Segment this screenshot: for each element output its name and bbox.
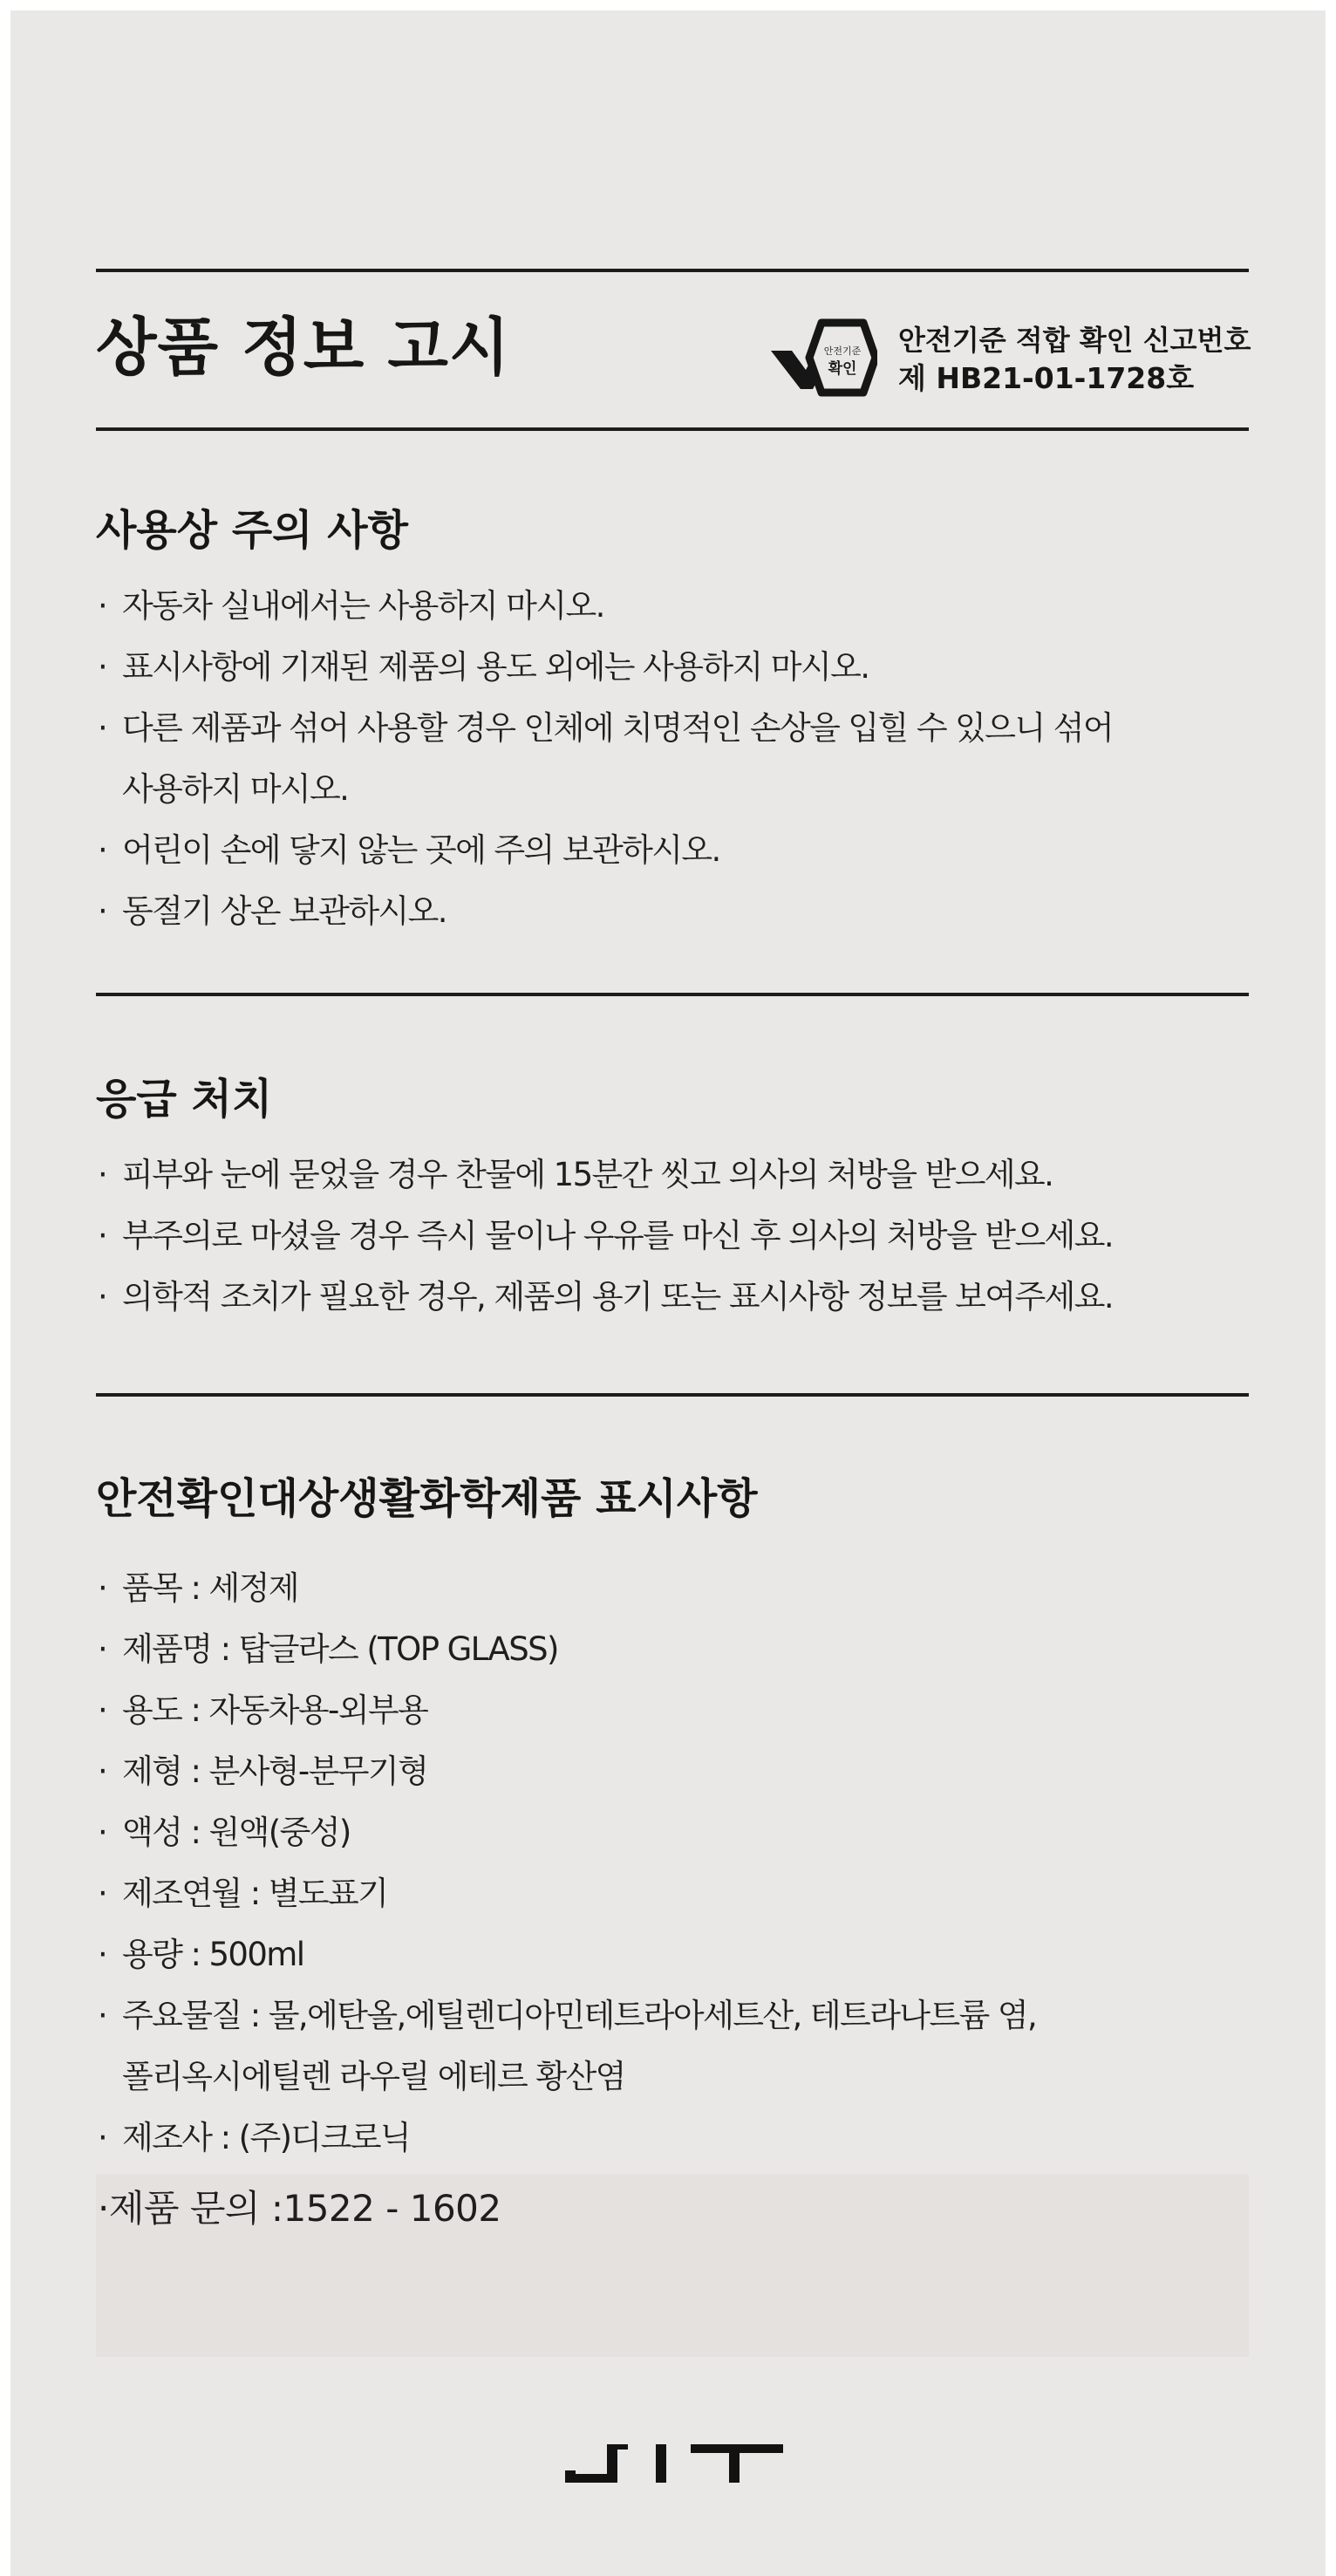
caution-item [98, 881, 1113, 942]
bullet-mark: · [98, 831, 107, 869]
safety-cert-block [766, 316, 1249, 403]
first-aid-section-title: 응급 처치 [96, 1075, 273, 1124]
bullet-mark: · [98, 1569, 107, 1607]
first-aid-item-text: 피부와 눈에 묻었을 경우 찬물에 15분간 씻고 의사의 처방을 받으세요. [122, 1156, 1053, 1193]
labeling-item-text: 제조사 : (주)디크로닉 [122, 2119, 410, 2156]
caution-item-text: 표시사항에 기재된 제품의 용도 외에는 사용하지 마시오. [122, 648, 869, 686]
bullet-mark: · [98, 1936, 107, 1973]
caution-item-text-continued: 사용하지 마시오. [122, 770, 349, 808]
labeling-item-text: 용량 : 500ml [122, 1936, 304, 1973]
first-aid-item-text: 부주의로 마셨을 경우 즉시 물이나 우유를 마신 후 의사의 처방을 받으세요. [122, 1217, 1114, 1254]
first-aid-divider [96, 1393, 1249, 1397]
labeling-item [98, 2108, 1036, 2169]
first-aid-item-text: 의학적 조치가 필요한 경우, 제품의 용기 또는 표시사항 정보를 보여주세요. [122, 1278, 1114, 1315]
cert-line-1: 안전기준 적합 확인 신고번호 [898, 324, 1251, 357]
labeling-item-text: 액성 : 원액(중성) [122, 1814, 351, 1851]
first-aid-item [98, 1267, 1113, 1328]
jit-logo [560, 2444, 787, 2490]
labeling-item-text: 용도 : 자동차용-외부용 [122, 1691, 428, 1729]
labeling-item-text: 제조연월 : 별도표기 [122, 1875, 388, 1912]
bullet-mark: · [98, 1814, 107, 1851]
bullet-mark: · [98, 1217, 107, 1254]
caution-divider [96, 993, 1249, 996]
caution-item-text: 동절기 상온 보관하시오. [122, 892, 446, 930]
bullet-mark: · [98, 1875, 107, 1912]
caution-item [98, 820, 1113, 881]
bullet-mark: · [98, 1156, 107, 1193]
bullet-mark: · [98, 2119, 107, 2156]
labeling-item [98, 1802, 1036, 1863]
caution-item [98, 576, 1113, 637]
labeling-item [98, 1558, 1036, 1619]
labeling-item [98, 1985, 1036, 2108]
labeling-section-title: 안전확인대상생활화학제품 표시사항 [96, 1474, 758, 1523]
first-aid-item [98, 1206, 1113, 1267]
bullet-mark: · [98, 1753, 107, 1790]
svg-text:확인: 확인 [828, 360, 857, 378]
first-aid-list [98, 1145, 1113, 1328]
cert-number: 제 HB21-01-1728호 [898, 361, 1195, 395]
bullet-mark: · [98, 587, 107, 625]
product-info-page [10, 10, 1326, 2576]
bullet-mark: · [98, 648, 107, 686]
labeling-item [98, 1924, 1036, 1985]
bullet-mark: · [98, 709, 107, 747]
labeling-item [98, 1680, 1036, 1741]
bullet-mark: · [98, 1691, 107, 1729]
caution-item [98, 637, 1113, 698]
cert-badge-text: 안전기준 [823, 345, 862, 357]
labeling-item [98, 1863, 1036, 1924]
labeling-item [98, 1741, 1036, 1802]
caution-list [98, 576, 1113, 942]
bullet-mark: · [98, 892, 107, 930]
caution-item [98, 698, 1113, 820]
header-top-rule [96, 269, 1249, 272]
page-title: 상품 정보 고시 [96, 311, 511, 384]
caution-item-text: 다른 제품과 섞어 사용할 경우 인체에 치명적인 손상을 입힐 수 있으니 섞어 [122, 709, 1114, 747]
contact-line: ·제품 문의 :1522 - 1602 [98, 2187, 501, 2230]
first-aid-item [98, 1145, 1113, 1206]
bullet-mark: · [98, 1997, 107, 2034]
labeling-item-text-continued: 폴리옥시에틸렌 라우릴 에테르 황산염 [122, 2058, 625, 2095]
labeling-item-text: 제형 : 분사형-분무기형 [122, 1753, 428, 1790]
safety-cert-hexagon-icon [766, 316, 877, 400]
bullet-mark: · [98, 1278, 107, 1315]
labeling-list [98, 1558, 1036, 2169]
caution-item-text: 자동차 실내에서는 사용하지 마시오. [122, 587, 604, 625]
labeling-item-text: 제품명 : 탑글라스 (TOP GLASS) [122, 1630, 558, 1668]
bullet-mark: · [98, 1630, 107, 1668]
labeling-item [98, 1619, 1036, 1680]
labeling-item-text: 주요물질 : 물,에탄올,에틸렌디아민테트라아세트산, 테트라나트륨 염, [122, 1997, 1037, 2034]
header-bottom-rule [96, 427, 1249, 431]
caution-item-text: 어린이 손에 닿지 않는 곳에 주의 보관하시오. [122, 831, 720, 869]
caution-section-title: 사용상 주의 사항 [96, 506, 408, 555]
labeling-item-text: 품목 : 세정제 [122, 1569, 298, 1607]
